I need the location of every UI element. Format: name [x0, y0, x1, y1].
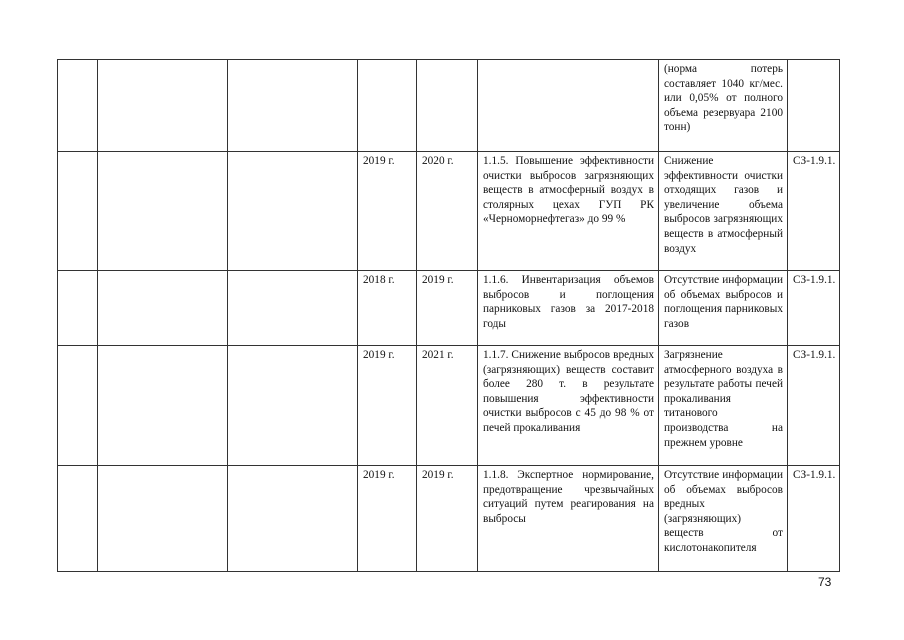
code-cell: СЗ-1.9.1.	[788, 271, 840, 346]
measure-cell: 1.1.8. Экспертное нормирование, предотвращение чрезвычайных ситуаций путем реагирования на выбросы	[478, 466, 659, 572]
table-row	[58, 346, 840, 466]
start-year-cell: 2019 г.	[358, 466, 417, 572]
table-row	[58, 271, 840, 346]
description-cell: Снижение эффективности очистки отходящих газов и увеличение объема выбросов загрязняющих веществ в атмосферный воздух	[659, 152, 788, 271]
empty-cell	[98, 466, 228, 572]
table-row	[58, 60, 840, 152]
end-year-cell: 2020 г.	[417, 152, 478, 271]
table-row	[58, 152, 840, 271]
code-cell: СЗ-1.9.1.	[788, 152, 840, 271]
empty-cell	[228, 60, 358, 152]
empty-cell	[98, 60, 228, 152]
empty-cell	[58, 271, 98, 346]
empty-cell	[98, 152, 228, 271]
description-cell: Загрязнение атмосферного воздуха в результате работы печей прокаливания титанового производства на прежнем уровне	[659, 346, 788, 466]
start-year-cell: 2018 г.	[358, 271, 417, 346]
measure-cell: 1.1.5. Повышение эффективности очистки выбросов загрязняющих веществ в атмосферный воздух в столярных цехах ГУП РК «Черноморнефтегаз» до 99 %	[478, 152, 659, 271]
description-cell: Отсутствие информации об объемах выбросов и поглощения парниковых газов	[659, 271, 788, 346]
code-cell: СЗ-1.9.1.	[788, 346, 840, 466]
empty-cell	[228, 346, 358, 466]
measures-table	[57, 59, 840, 572]
start-year-cell: 2019 г.	[358, 346, 417, 466]
end-year-cell: 2019 г.	[417, 466, 478, 572]
end-year-cell	[417, 60, 478, 152]
page-number: 73	[818, 575, 832, 589]
start-year-cell: 2019 г.	[358, 152, 417, 271]
empty-cell	[98, 271, 228, 346]
empty-cell	[58, 466, 98, 572]
empty-cell	[58, 60, 98, 152]
empty-cell	[228, 466, 358, 572]
end-year-cell: 2019 г.	[417, 271, 478, 346]
measure-cell: 1.1.7. Снижение выбросов вредных (загрязняющих) веществ составит более 280 т. в результате повышения эффективности очистки выбросов с 45 до 98 % от печей прокаливания	[478, 346, 659, 466]
table-row	[58, 466, 840, 572]
start-year-cell	[358, 60, 417, 152]
empty-cell	[228, 271, 358, 346]
measure-cell: 1.1.6. Инвентаризация объемов выбросов и поглощения парниковых газов за 2017-2018 годы	[478, 271, 659, 346]
empty-cell	[58, 152, 98, 271]
end-year-cell: 2021 г.	[417, 346, 478, 466]
code-cell: СЗ-1.9.1.	[788, 466, 840, 572]
empty-cell	[228, 152, 358, 271]
code-cell	[788, 60, 840, 152]
empty-cell	[98, 346, 228, 466]
description-cell: Отсутствие информации об объемах выбросов вредных (загрязняющих) веществ от кислотонакопителя	[659, 466, 788, 572]
description-cell: (норма потерь составляет 1040 кг/мес. или 0,05% от полного объема резервуара 2100 тонн)	[659, 60, 788, 152]
empty-cell	[58, 346, 98, 466]
measure-cell	[478, 60, 659, 152]
